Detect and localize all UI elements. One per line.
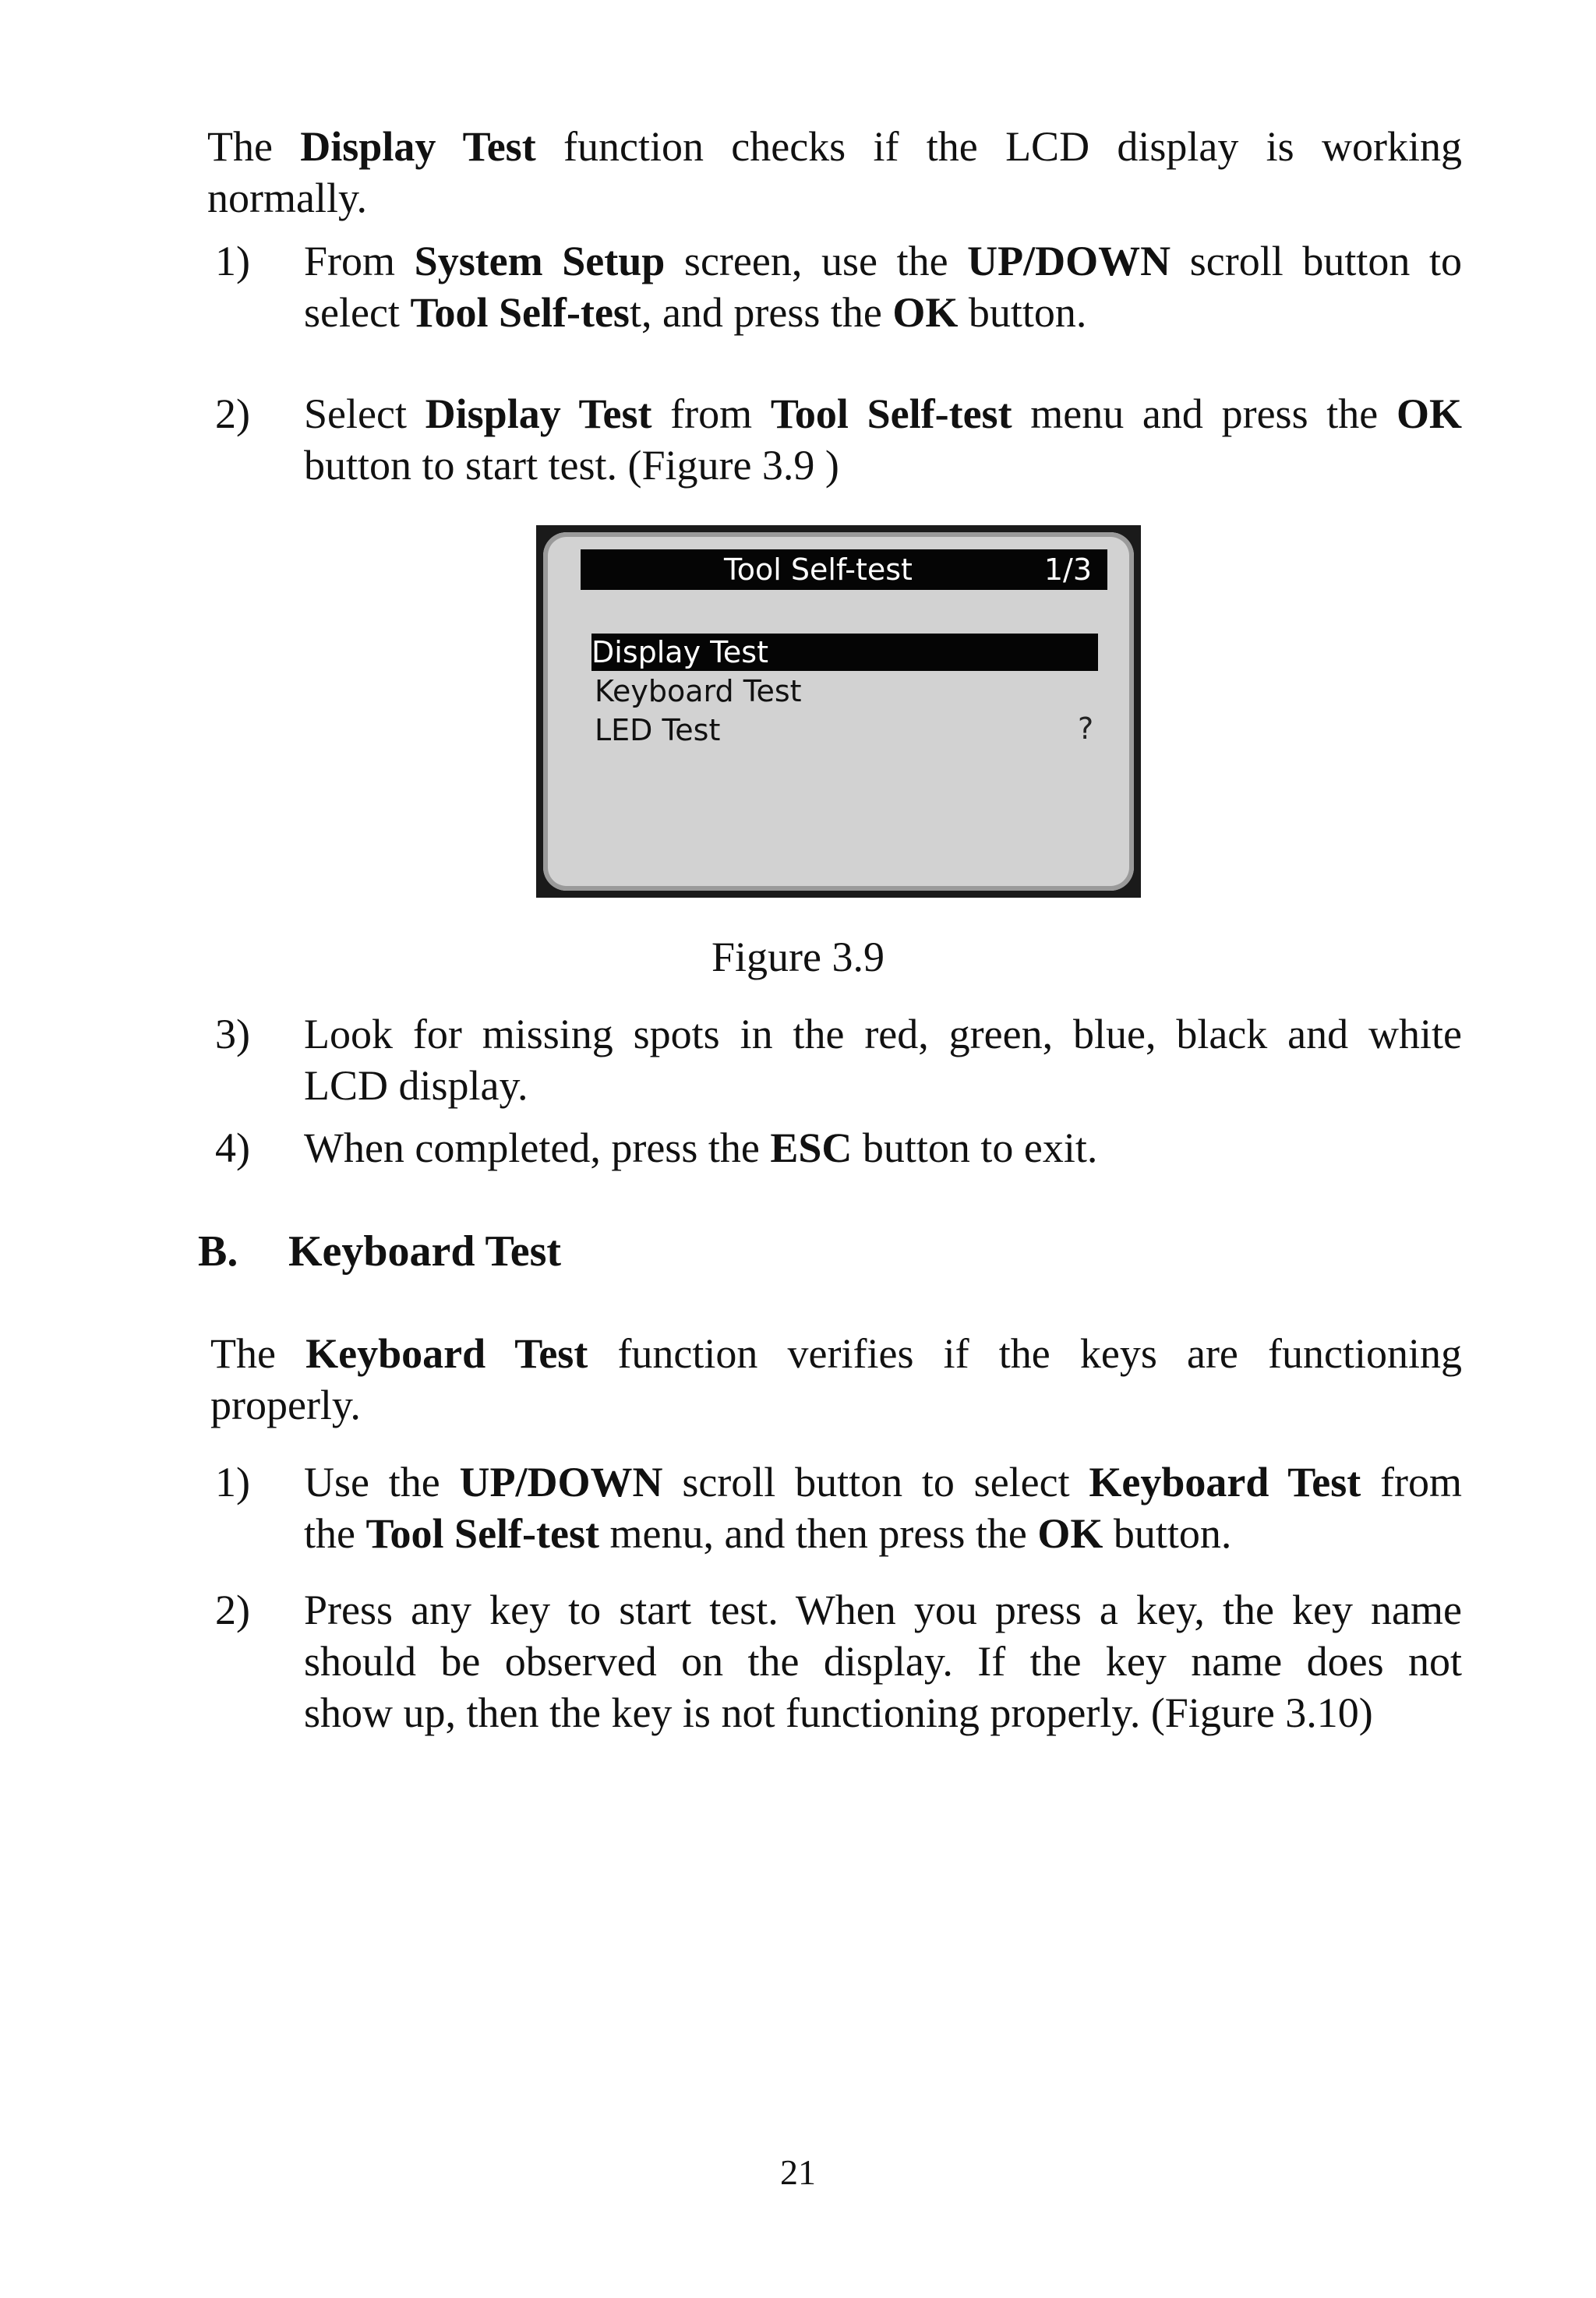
step-number: 3) [215,1011,250,1057]
keyboard-step-2-line-3: show up, then the key is not functioning properly. (Figure 3.10) [304,1689,1373,1736]
lcd-question-mark: ? [1078,711,1094,746]
lcd-title: Tool Self-test [724,552,913,587]
keyboard-step-1-line-2: the Tool Self-test menu, and then press the OK button. [304,1510,1232,1557]
step-4-line-1: When completed, press the ESC button to exit. [304,1124,1098,1171]
lcd-title-bar [581,549,1107,590]
keyboard-step-1-line-1: Use the UP/DOWN scroll button to select Keyboard Test from [304,1459,1463,1506]
step-number: 2) [215,390,250,437]
intro-line-1: The Display Test function checks if the LCD display is working [207,123,1462,170]
step-number: 1) [215,238,250,284]
step-2-line-2: button to start test. (Figure 3.9 ) [304,442,839,489]
intro-line-2: normally. [207,175,367,221]
figure-caption: Figure 3.9 [711,934,885,980]
keyboard-step-2-line-2: should be observed on the display. If the key name does not [304,1638,1462,1685]
step-1-line-2: select Tool Self-test, and press the OK button. [304,289,1087,336]
section-heading: Keyboard Test [288,1227,562,1276]
keyboard-step-2-line-1: Press any key to start test. When you press a key, the key name [304,1587,1462,1633]
section-letter: B. [198,1227,238,1276]
lcd-menu-item-led-test[interactable]: LED Test [595,713,721,747]
lcd-page-indicator: 1/3 [1043,552,1092,587]
step-3-line-2: LCD display. [304,1062,528,1109]
lcd-display-area [543,532,1134,891]
keyboard-intro-line-2: properly. [210,1382,361,1428]
step-3-line-1: Look for missing spots in the red, green, blue, black and white [304,1011,1462,1057]
lcd-screen-figure [536,525,1141,898]
lcd-menu-item-display-test[interactable]: Display Test [591,634,1098,671]
step-2-line-1: Select Display Test from Tool Self-test menu and press the OK [304,390,1462,437]
step-number: 1) [215,1459,250,1506]
step-number: 4) [215,1124,250,1171]
step-number: 2) [215,1587,250,1633]
step-1-line-1: From System Setup screen, use the UP/DOWN scroll button to [304,238,1463,284]
page-number: 21 [780,2152,816,2192]
keyboard-intro-line-1: The Keyboard Test function verifies if the keys are functioning [210,1330,1463,1377]
lcd-menu-item-keyboard-test[interactable]: Keyboard Test [595,674,802,708]
